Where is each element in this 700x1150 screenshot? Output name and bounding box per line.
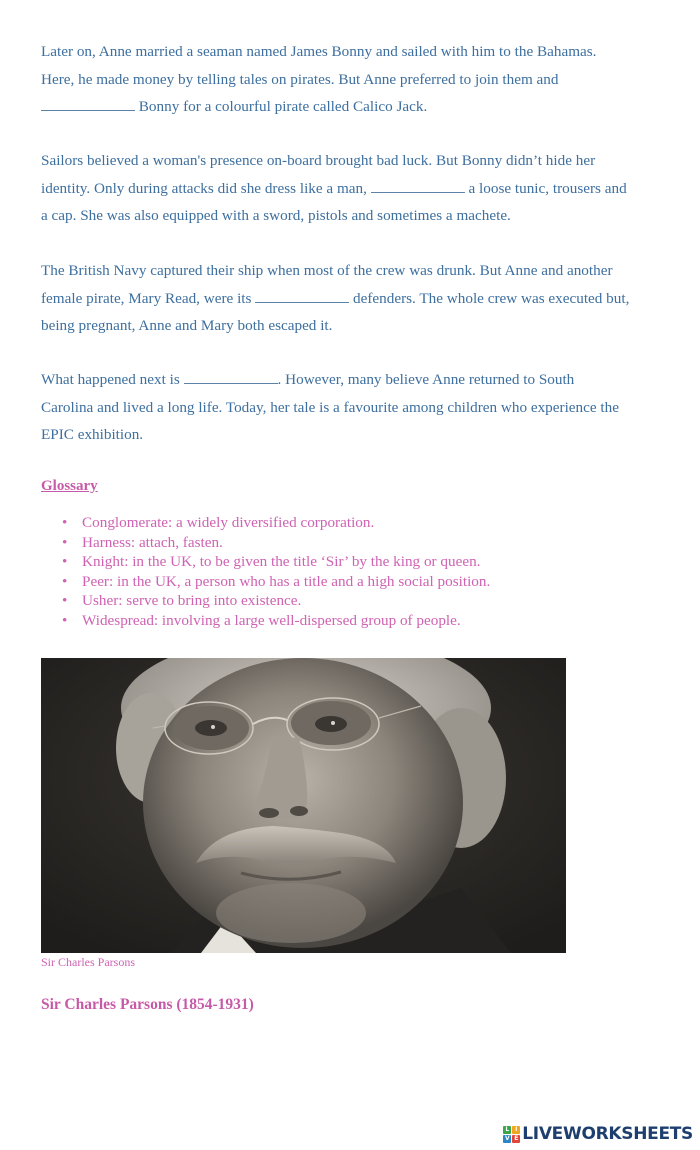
bullet-icon: • [62, 611, 68, 629]
paragraph-1 [41, 38, 666, 121]
paragraph-1-line-2: Here, he made money by telling tales on pirates. But Anne preferred to join them and [41, 70, 559, 88]
glossary-item [41, 533, 490, 553]
glossary-item-text: Conglomerate: a widely diversified corporation. [82, 514, 375, 531]
photo-caption: Sir Charles Parsons [41, 955, 135, 969]
logo-letter-v: V [504, 1134, 510, 1142]
answer-blank-3[interactable] [255, 288, 349, 303]
paragraph-4-line-1 [41, 366, 666, 394]
bullet-icon: • [62, 592, 68, 609]
logo-letter-e: E [514, 1134, 519, 1142]
paragraph-2-before-blank: identity. Only during attacks did she dress like a man, [41, 179, 371, 197]
glossary-item [41, 611, 490, 631]
paragraph-4-before-blank: What happened next is [41, 371, 184, 388]
paragraph-3-line-1: The British Navy captured their ship when most of the crew was drunk. But Anne and another [41, 262, 613, 279]
paragraph-4 [41, 366, 666, 449]
bullet-icon: • [62, 533, 68, 551]
paragraph-3-line-2 [41, 285, 666, 313]
logo-letter-l: L [503, 1126, 511, 1134]
paragraph-4-line-3: EPIC exhibition. [41, 426, 144, 443]
liveworksheets-logo[interactable] [503, 1124, 693, 1144]
glossary-item [41, 552, 490, 572]
bullet-icon: • [62, 553, 68, 570]
glossary-item-text: Peer: in the UK, a person who has a title and a high social position. [82, 572, 491, 590]
answer-blank-2[interactable] [371, 178, 465, 193]
paragraph-3 [41, 257, 666, 340]
glossary-item [41, 572, 490, 592]
glossary-item [41, 591, 490, 611]
paragraph-4-line-2: Carolina and lived a long life. Today, her tale is a favourite among children who experience the [41, 398, 619, 416]
paragraph-2 [41, 147, 666, 230]
section-heading: Sir Charles Parsons (1854-1931) [41, 996, 254, 1013]
glossary-list [41, 513, 490, 630]
glossary-item-text: Widespread: involving a large well-dispersed group of people. [82, 611, 461, 629]
answer-blank-4[interactable] [184, 369, 278, 384]
paragraph-2-after-blank: a loose tunic, trousers and [464, 179, 627, 197]
portrait-photo [41, 658, 566, 953]
bullet-icon: • [62, 514, 68, 531]
paragraph-3-line-3: being pregnant, Anne and Mary both escaped it. [41, 317, 333, 334]
answer-blank-1[interactable] [41, 96, 135, 111]
paragraph-1-line-1: Later on, Anne married a seaman named James Bonny and sailed with him to the Bahamas. [41, 43, 597, 60]
live-grid-icon [503, 1126, 520, 1143]
paragraph-1-after-blank: Bonny for a colourful pirate called Calico Jack. [135, 98, 428, 115]
paragraph-2-line-1: Sailors believed a woman's presence on-board brought bad luck. But Bonny didn’t hide her [41, 152, 596, 169]
logo-letter-i: I [512, 1126, 520, 1134]
glossary-item-text: Knight: in the UK, to be given the title ‘Sir’ by the king or queen. [82, 553, 481, 570]
paragraph-3-after-blank: defenders. The whole crew was executed but, [349, 289, 630, 307]
glossary-item-text: Usher: serve to bring into existence. [82, 592, 302, 609]
paragraph-1-line-3 [41, 93, 666, 121]
glossary-item-text: Harness: attach, fasten. [82, 533, 223, 551]
logo-wordmark: LIVEWORKSHEETS [522, 1124, 693, 1144]
glossary-item [41, 513, 490, 533]
paragraph-4-after-blank: . However, many believe Anne returned to South [277, 371, 575, 388]
paragraph-2-line-3: a cap. She was also equipped with a sword, pistols and sometimes a machete. [41, 207, 511, 224]
paragraph-2-line-2 [41, 175, 666, 203]
paragraph-3-before-blank: female pirate, Mary Read, were its [41, 289, 256, 307]
bullet-icon: • [62, 572, 68, 590]
portrait-image [41, 658, 566, 953]
glossary-title: Glossary [41, 478, 98, 494]
